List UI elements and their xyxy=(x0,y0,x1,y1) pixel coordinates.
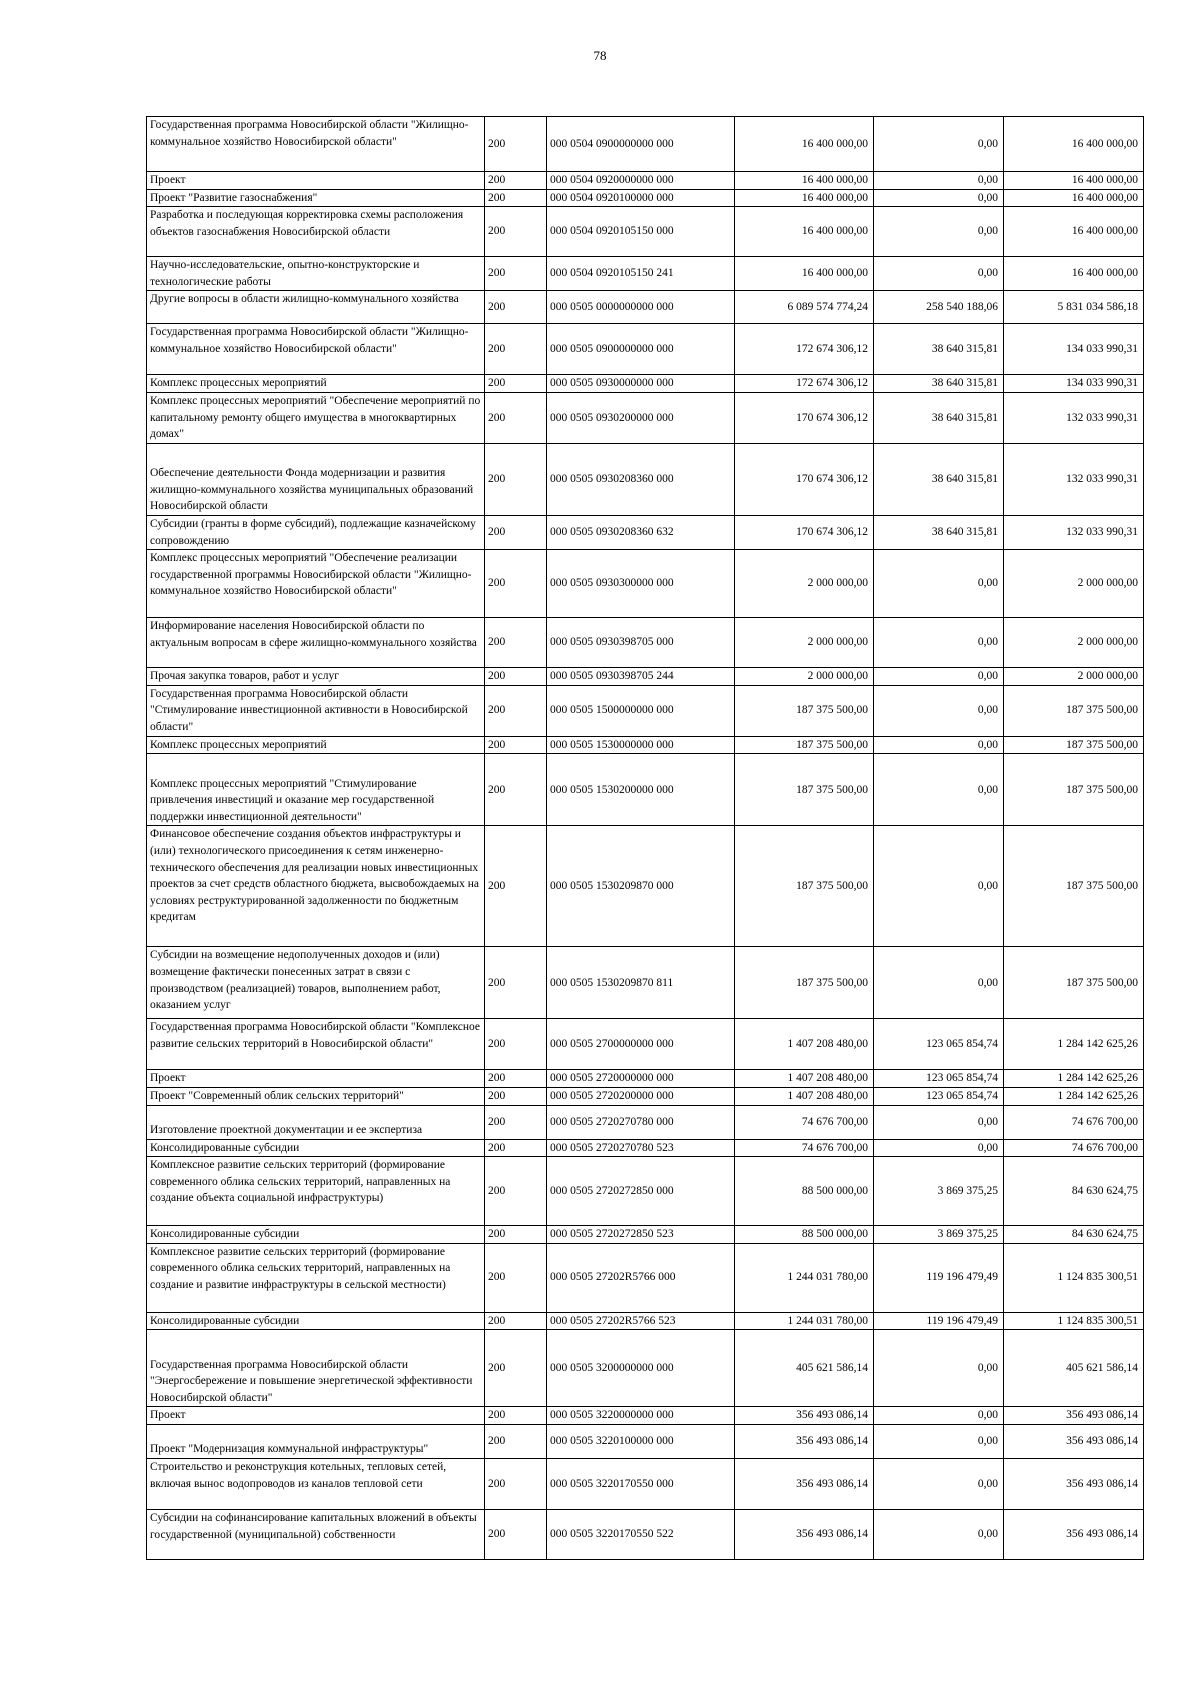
table-row xyxy=(147,324,1144,375)
row-code-cell: 000 0505 3220170550 000 xyxy=(547,1458,735,1509)
table-row xyxy=(147,1312,1144,1330)
row-code-cell: 000 0505 0000000000 000 xyxy=(547,291,735,324)
table-row xyxy=(147,207,1144,257)
row-plan-cell: 172 674 306,12 xyxy=(735,324,874,375)
row-plan-cell: 16 400 000,00 xyxy=(735,189,874,207)
row-plan-cell: 88 500 000,00 xyxy=(735,1157,874,1226)
row-code-cell: 000 0505 2700000000 000 xyxy=(547,1019,735,1070)
row-grbs-cell: 200 xyxy=(485,392,547,443)
row-plan-cell: 74 676 700,00 xyxy=(735,1139,874,1157)
row-code-cell: 000 0504 0920100000 000 xyxy=(547,189,735,207)
row-rest-cell: 187 375 500,00 xyxy=(1004,826,1144,947)
row-grbs-cell: 200 xyxy=(485,1509,547,1559)
row-fact-cell: 0,00 xyxy=(874,754,1004,826)
row-grbs-cell: 200 xyxy=(485,736,547,754)
row-code-cell: 000 0504 0920105150 000 xyxy=(547,207,735,257)
row-grbs-cell: 200 xyxy=(485,618,547,668)
row-plan-cell: 356 493 086,14 xyxy=(735,1509,874,1559)
row-grbs-cell: 200 xyxy=(485,1226,547,1244)
row-name-cell: Прочая закупка товаров, работ и услуг xyxy=(147,668,485,686)
row-name-cell: Комплекс процессных мероприятий "Стимулирование привлечения инвестиций и оказание мер государственной поддержки инвестиционной деятельности" xyxy=(147,754,485,826)
row-rest-cell: 16 400 000,00 xyxy=(1004,189,1144,207)
table-row xyxy=(147,668,1144,686)
row-plan-cell: 356 493 086,14 xyxy=(735,1458,874,1509)
row-plan-cell: 16 400 000,00 xyxy=(735,172,874,190)
row-rest-cell: 2 000 000,00 xyxy=(1004,668,1144,686)
row-name-cell: Информирование населения Новосибирской области по актуальным вопросам в сфере жилищно-коммунального хозяйства xyxy=(147,618,485,668)
row-grbs-cell: 200 xyxy=(485,826,547,947)
row-plan-cell: 170 674 306,12 xyxy=(735,443,874,515)
row-plan-cell: 16 400 000,00 xyxy=(735,207,874,257)
row-rest-cell: 1 284 142 625,26 xyxy=(1004,1070,1144,1088)
row-fact-cell: 0,00 xyxy=(874,685,1004,736)
row-code-cell: 000 0505 0930000000 000 xyxy=(547,375,735,393)
row-code-cell: 000 0505 3220100000 000 xyxy=(547,1424,735,1458)
row-code-cell: 000 0505 2720272850 000 xyxy=(547,1157,735,1226)
row-fact-cell: 0,00 xyxy=(874,826,1004,947)
row-plan-cell: 16 400 000,00 xyxy=(735,257,874,291)
table-row xyxy=(147,1424,1144,1458)
row-code-cell: 000 0505 2720270780 523 xyxy=(547,1139,735,1157)
row-rest-cell: 2 000 000,00 xyxy=(1004,550,1144,618)
row-fact-cell: 0,00 xyxy=(874,257,1004,291)
table-row xyxy=(147,443,1144,515)
row-plan-cell: 16 400 000,00 xyxy=(735,117,874,172)
table-row xyxy=(147,172,1144,190)
row-name-cell: Проект xyxy=(147,172,485,190)
budget-table-body xyxy=(147,117,1144,1560)
row-rest-cell: 5 831 034 586,18 xyxy=(1004,291,1144,324)
row-rest-cell: 187 375 500,00 xyxy=(1004,754,1144,826)
row-rest-cell: 74 676 700,00 xyxy=(1004,1105,1144,1139)
row-fact-cell: 0,00 xyxy=(874,618,1004,668)
row-grbs-cell: 200 xyxy=(485,1424,547,1458)
table-row xyxy=(147,1019,1144,1070)
row-grbs-cell: 200 xyxy=(485,754,547,826)
row-plan-cell: 172 674 306,12 xyxy=(735,375,874,393)
row-grbs-cell: 200 xyxy=(485,685,547,736)
row-plan-cell: 405 621 586,14 xyxy=(735,1330,874,1407)
table-row xyxy=(147,1226,1144,1244)
row-name-cell: Государственная программа Новосибирской области "Стимулирование инвестиционной активности в Новосибирской области" xyxy=(147,685,485,736)
row-plan-cell: 1 244 031 780,00 xyxy=(735,1243,874,1312)
row-code-cell: 000 0505 0900000000 000 xyxy=(547,324,735,375)
row-name-cell: Разработка и последующая корректировка схемы расположения объектов газоснабжения Новосибирской области xyxy=(147,207,485,257)
row-rest-cell: 356 493 086,14 xyxy=(1004,1407,1144,1425)
table-row xyxy=(147,392,1144,443)
row-name-cell: Консолидированные субсидии xyxy=(147,1139,485,1157)
row-plan-cell: 187 375 500,00 xyxy=(735,736,874,754)
row-fact-cell: 0,00 xyxy=(874,736,1004,754)
row-name-cell: Субсидии (гранты в форме субсидий), подлежащие казначейскому сопровождению xyxy=(147,515,485,549)
row-rest-cell: 1 124 835 300,51 xyxy=(1004,1312,1144,1330)
row-rest-cell: 187 375 500,00 xyxy=(1004,736,1144,754)
row-rest-cell: 2 000 000,00 xyxy=(1004,618,1144,668)
row-code-cell: 000 0505 27202R5766 523 xyxy=(547,1312,735,1330)
row-fact-cell: 0,00 xyxy=(874,947,1004,1019)
row-grbs-cell: 200 xyxy=(485,515,547,549)
row-rest-cell: 1 124 835 300,51 xyxy=(1004,1243,1144,1312)
row-plan-cell: 2 000 000,00 xyxy=(735,668,874,686)
row-rest-cell: 74 676 700,00 xyxy=(1004,1139,1144,1157)
row-grbs-cell: 200 xyxy=(485,1019,547,1070)
table-row xyxy=(147,1458,1144,1509)
row-fact-cell: 119 196 479,49 xyxy=(874,1312,1004,1330)
row-fact-cell: 0,00 xyxy=(874,172,1004,190)
row-name-cell: Проект xyxy=(147,1070,485,1088)
row-code-cell: 000 0505 2720270780 000 xyxy=(547,1105,735,1139)
table-row xyxy=(147,754,1144,826)
row-code-cell: 000 0505 2720200000 000 xyxy=(547,1087,735,1105)
table-row xyxy=(147,257,1144,291)
row-grbs-cell: 200 xyxy=(485,947,547,1019)
row-grbs-cell: 200 xyxy=(485,324,547,375)
table-row xyxy=(147,375,1144,393)
row-plan-cell: 170 674 306,12 xyxy=(735,392,874,443)
row-name-cell: Государственная программа Новосибирской области "Жилищно-коммунальное хозяйство Новосибирской области" xyxy=(147,324,485,375)
row-code-cell: 000 0505 0930398705 000 xyxy=(547,618,735,668)
row-code-cell: 000 0505 3220000000 000 xyxy=(547,1407,735,1425)
row-plan-cell: 1 244 031 780,00 xyxy=(735,1312,874,1330)
row-name-cell: Обеспечение деятельности Фонда модернизации и развития жилищно-коммунального хозяйства муниципальных образований Новосибирской области xyxy=(147,443,485,515)
table-row xyxy=(147,826,1144,947)
table-row xyxy=(147,117,1144,172)
row-plan-cell: 2 000 000,00 xyxy=(735,550,874,618)
row-name-cell: Финансовое обеспечение создания объектов инфраструктуры и (или) технологического присоединения к сетям инженерно-технического обеспечения для реализации новых инвестиционных проектов за счет средств областного бюджета, высвобождаемых на условиях реструктурированной задолженности по бюджетным кредитам xyxy=(147,826,485,947)
row-grbs-cell: 200 xyxy=(485,189,547,207)
table-row xyxy=(147,947,1144,1019)
row-rest-cell: 1 284 142 625,26 xyxy=(1004,1087,1144,1105)
row-fact-cell: 0,00 xyxy=(874,1139,1004,1157)
row-rest-cell: 134 033 990,31 xyxy=(1004,375,1144,393)
row-plan-cell: 6 089 574 774,24 xyxy=(735,291,874,324)
row-fact-cell: 0,00 xyxy=(874,668,1004,686)
row-grbs-cell: 200 xyxy=(485,1312,547,1330)
row-grbs-cell: 200 xyxy=(485,1105,547,1139)
row-fact-cell: 0,00 xyxy=(874,189,1004,207)
row-fact-cell: 38 640 315,81 xyxy=(874,515,1004,549)
row-grbs-cell: 200 xyxy=(485,1243,547,1312)
row-fact-cell: 119 196 479,49 xyxy=(874,1243,1004,1312)
row-name-cell: Другие вопросы в области жилищно-коммунального хозяйства xyxy=(147,291,485,324)
table-row xyxy=(147,1330,1144,1407)
row-plan-cell: 187 375 500,00 xyxy=(735,685,874,736)
row-rest-cell: 187 375 500,00 xyxy=(1004,685,1144,736)
table-row xyxy=(147,1070,1144,1088)
row-fact-cell: 38 640 315,81 xyxy=(874,324,1004,375)
row-plan-cell: 1 407 208 480,00 xyxy=(735,1070,874,1088)
row-grbs-cell: 200 xyxy=(485,1070,547,1088)
row-fact-cell: 38 640 315,81 xyxy=(874,392,1004,443)
row-fact-cell: 123 065 854,74 xyxy=(874,1019,1004,1070)
row-name-cell: Проект "Модернизация коммунальной инфраструктуры" xyxy=(147,1424,485,1458)
row-rest-cell: 405 621 586,14 xyxy=(1004,1330,1144,1407)
row-name-cell: Проект "Развитие газоснабжения" xyxy=(147,189,485,207)
row-plan-cell: 356 493 086,14 xyxy=(735,1407,874,1425)
row-name-cell: Государственная программа Новосибирской области "Энергосбережение и повышение энергетической эффективности Новосибирской области" xyxy=(147,1330,485,1407)
row-plan-cell: 187 375 500,00 xyxy=(735,754,874,826)
table-row xyxy=(147,189,1144,207)
row-code-cell: 000 0505 0930208360 632 xyxy=(547,515,735,549)
row-code-cell: 000 0505 1530209870 811 xyxy=(547,947,735,1019)
row-code-cell: 000 0505 0930208360 000 xyxy=(547,443,735,515)
row-rest-cell: 1 284 142 625,26 xyxy=(1004,1019,1144,1070)
row-fact-cell: 3 869 375,25 xyxy=(874,1226,1004,1244)
row-code-cell: 000 0505 3220170550 522 xyxy=(547,1509,735,1559)
row-grbs-cell: 200 xyxy=(485,443,547,515)
row-code-cell: 000 0505 1530000000 000 xyxy=(547,736,735,754)
row-rest-cell: 356 493 086,14 xyxy=(1004,1458,1144,1509)
row-grbs-cell: 200 xyxy=(485,1407,547,1425)
row-plan-cell: 356 493 086,14 xyxy=(735,1424,874,1458)
row-fact-cell: 3 869 375,25 xyxy=(874,1157,1004,1226)
row-fact-cell: 123 065 854,74 xyxy=(874,1087,1004,1105)
row-code-cell: 000 0505 27202R5766 000 xyxy=(547,1243,735,1312)
row-fact-cell: 0,00 xyxy=(874,117,1004,172)
row-name-cell: Комплекс процессных мероприятий xyxy=(147,736,485,754)
row-code-cell: 000 0505 0930398705 244 xyxy=(547,668,735,686)
row-rest-cell: 132 033 990,31 xyxy=(1004,443,1144,515)
row-grbs-cell: 200 xyxy=(485,117,547,172)
row-fact-cell: 38 640 315,81 xyxy=(874,375,1004,393)
row-fact-cell: 0,00 xyxy=(874,1330,1004,1407)
row-grbs-cell: 200 xyxy=(485,1458,547,1509)
table-row xyxy=(147,685,1144,736)
row-rest-cell: 84 630 624,75 xyxy=(1004,1157,1144,1226)
row-rest-cell: 134 033 990,31 xyxy=(1004,324,1144,375)
table-row xyxy=(147,1243,1144,1312)
row-plan-cell: 2 000 000,00 xyxy=(735,618,874,668)
row-rest-cell: 16 400 000,00 xyxy=(1004,172,1144,190)
table-row xyxy=(147,1509,1144,1559)
table-row xyxy=(147,618,1144,668)
row-grbs-cell: 200 xyxy=(485,1157,547,1226)
row-grbs-cell: 200 xyxy=(485,172,547,190)
row-grbs-cell: 200 xyxy=(485,1087,547,1105)
row-fact-cell: 258 540 188,06 xyxy=(874,291,1004,324)
row-grbs-cell: 200 xyxy=(485,375,547,393)
row-name-cell: Проект xyxy=(147,1407,485,1425)
table-row xyxy=(147,1105,1144,1139)
row-name-cell: Комплексное развитие сельских территорий (формирование современного облика сельских территорий, направленных на создание объекта социальной инфраструктуры) xyxy=(147,1157,485,1226)
row-plan-cell: 88 500 000,00 xyxy=(735,1226,874,1244)
table-row xyxy=(147,550,1144,618)
row-fact-cell: 0,00 xyxy=(874,1407,1004,1425)
row-code-cell: 000 0505 1530200000 000 xyxy=(547,754,735,826)
row-name-cell: Изготовление проектной документации и ее экспертиза xyxy=(147,1105,485,1139)
row-name-cell: Проект "Современный облик сельских территорий" xyxy=(147,1087,485,1105)
table-row xyxy=(147,1139,1144,1157)
row-plan-cell: 187 375 500,00 xyxy=(735,947,874,1019)
row-grbs-cell: 200 xyxy=(485,550,547,618)
row-rest-cell: 132 033 990,31 xyxy=(1004,515,1144,549)
row-plan-cell: 1 407 208 480,00 xyxy=(735,1019,874,1070)
table-row xyxy=(147,736,1144,754)
row-code-cell: 000 0504 0920105150 241 xyxy=(547,257,735,291)
row-rest-cell: 16 400 000,00 xyxy=(1004,257,1144,291)
row-plan-cell: 187 375 500,00 xyxy=(735,826,874,947)
row-grbs-cell: 200 xyxy=(485,668,547,686)
row-grbs-cell: 200 xyxy=(485,1139,547,1157)
row-name-cell: Комплекс процессных мероприятий xyxy=(147,375,485,393)
row-fact-cell: 0,00 xyxy=(874,1458,1004,1509)
row-grbs-cell: 200 xyxy=(485,257,547,291)
row-name-cell: Консолидированные субсидии xyxy=(147,1312,485,1330)
row-rest-cell: 16 400 000,00 xyxy=(1004,207,1144,257)
row-name-cell: Государственная программа Новосибирской области "Комплексное развитие сельских территорий в Новосибирской области" xyxy=(147,1019,485,1070)
row-name-cell: Субсидии на софинансирование капитальных вложений в объекты государственной (муниципальной) собственности xyxy=(147,1509,485,1559)
table-row xyxy=(147,291,1144,324)
row-code-cell: 000 0505 1530209870 000 xyxy=(547,826,735,947)
table-row xyxy=(147,1407,1144,1425)
row-name-cell: Государственная программа Новосибирской области "Жилищно-коммунальное хозяйство Новосибирской области" xyxy=(147,117,485,172)
row-name-cell: Строительство и реконструкция котельных, тепловых сетей, включая вынос водопроводов из каналов тепловой сети xyxy=(147,1458,485,1509)
row-code-cell: 000 0505 2720000000 000 xyxy=(547,1070,735,1088)
row-plan-cell: 170 674 306,12 xyxy=(735,515,874,549)
table-row xyxy=(147,1157,1144,1226)
table-row xyxy=(147,1087,1144,1105)
row-code-cell: 000 0504 0920000000 000 xyxy=(547,172,735,190)
row-fact-cell: 123 065 854,74 xyxy=(874,1070,1004,1088)
row-name-cell: Консолидированные субсидии xyxy=(147,1226,485,1244)
row-code-cell: 000 0505 2720272850 523 xyxy=(547,1226,735,1244)
row-grbs-cell: 200 xyxy=(485,1330,547,1407)
row-code-cell: 000 0505 3200000000 000 xyxy=(547,1330,735,1407)
table-row xyxy=(147,515,1144,549)
row-code-cell: 000 0505 0930200000 000 xyxy=(547,392,735,443)
row-rest-cell: 132 033 990,31 xyxy=(1004,392,1144,443)
row-fact-cell: 0,00 xyxy=(874,550,1004,618)
row-plan-cell: 1 407 208 480,00 xyxy=(735,1087,874,1105)
budget-table xyxy=(146,116,1144,1560)
row-fact-cell: 0,00 xyxy=(874,1105,1004,1139)
row-name-cell: Комплексное развитие сельских территорий (формирование современного облика сельских территорий, направленных на создание и развитие инфраструктуры в сельской местности) xyxy=(147,1243,485,1312)
row-code-cell: 000 0505 0930300000 000 xyxy=(547,550,735,618)
row-rest-cell: 84 630 624,75 xyxy=(1004,1226,1144,1244)
row-name-cell: Комплекс процессных мероприятий "Обеспечение реализации государственной программы Новосибирской области "Жилищно-коммунальное хозяйство Новосибирской области" xyxy=(147,550,485,618)
row-grbs-cell: 200 xyxy=(485,291,547,324)
row-code-cell: 000 0505 1500000000 000 xyxy=(547,685,735,736)
row-name-cell: Субсидии на возмещение недополученных доходов и (или) возмещение фактически понесенных затрат в связи с производством (реализацией) товаров, выполнением работ, оказанием услуг xyxy=(147,947,485,1019)
row-rest-cell: 16 400 000,00 xyxy=(1004,117,1144,172)
row-code-cell: 000 0504 0900000000 000 xyxy=(547,117,735,172)
row-name-cell: Научно-исследовательские, опытно-конструкторские и технологические работы xyxy=(147,257,485,291)
row-rest-cell: 187 375 500,00 xyxy=(1004,947,1144,1019)
row-fact-cell: 0,00 xyxy=(874,1424,1004,1458)
row-plan-cell: 74 676 700,00 xyxy=(735,1105,874,1139)
row-fact-cell: 38 640 315,81 xyxy=(874,443,1004,515)
row-fact-cell: 0,00 xyxy=(874,1509,1004,1559)
row-fact-cell: 0,00 xyxy=(874,207,1004,257)
row-rest-cell: 356 493 086,14 xyxy=(1004,1424,1144,1458)
row-name-cell: Комплекс процессных мероприятий "Обеспечение мероприятий по капитальному ремонту общего имущества в многоквартирных домах" xyxy=(147,392,485,443)
row-rest-cell: 356 493 086,14 xyxy=(1004,1509,1144,1559)
page-number: 78 xyxy=(593,48,607,63)
row-grbs-cell: 200 xyxy=(485,207,547,257)
